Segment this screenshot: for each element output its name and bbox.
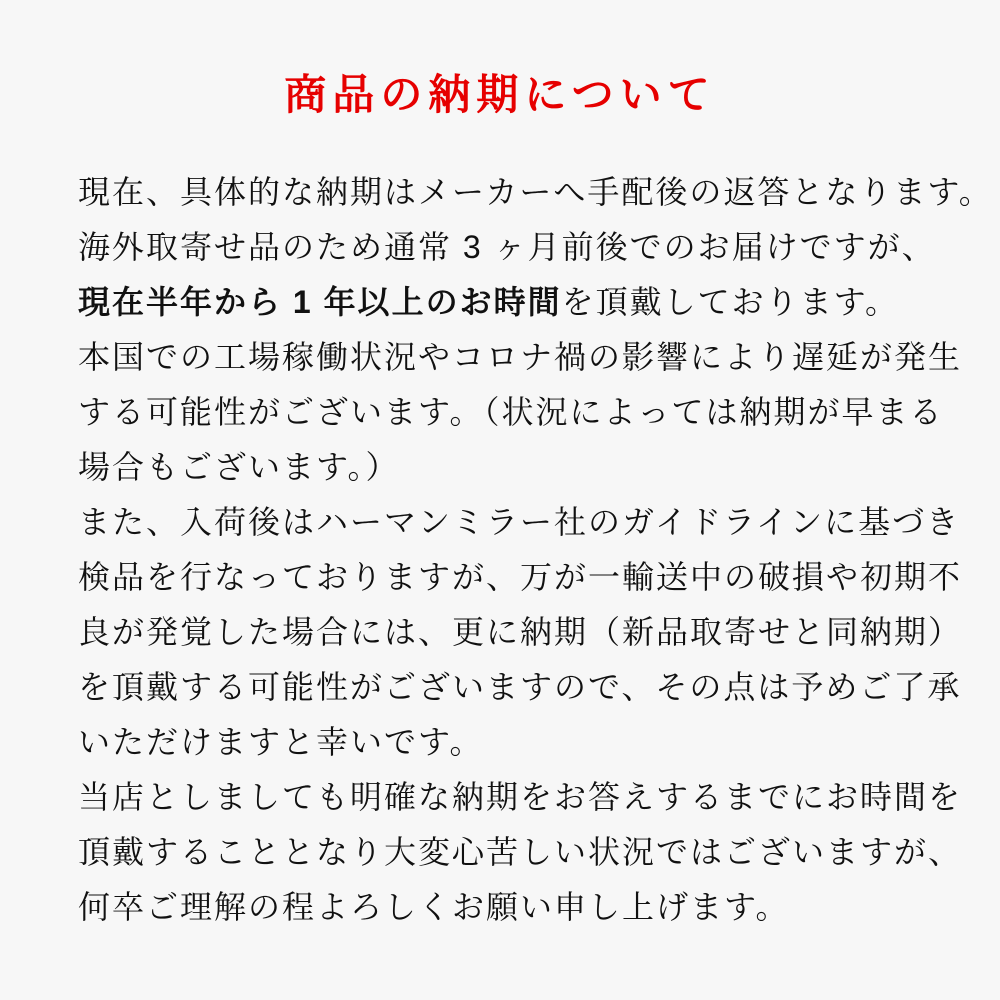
notice-line-text: 頂戴することとなり大変心苦しい状況ではございますが、 [78,834,963,870]
notice-line-text: 何卒ご理解の程よろしくお願い申し上げます。 [78,889,790,925]
notice-line-text: 場合もございます。） [78,449,400,485]
notice-line [78,330,963,385]
notice-line [78,440,940,495]
notice-line-text: 海外取寄せ品のため通常 3 ヶ月前後でのお届けですが、 [78,229,936,265]
notice-line-text: 当店としましても明確な納期をお答えするまでにお時間を [78,779,963,815]
notice-line-text: また、入荷後はハーマンミラー社のガイドラインに基づき [78,504,961,540]
notice-line [78,715,940,770]
notice-line-text: 本国での工場稼働状況やコロナ禍の影響により遅延が発生 [78,339,963,375]
notice-line [78,385,944,440]
notice-line [78,275,940,330]
notice-line [78,825,963,880]
notice-line [78,165,993,220]
notice-line [78,605,963,660]
notice-line [78,880,940,935]
notice-line [78,660,962,715]
notice-line-text: を頂戴しております。 [561,284,900,320]
notice-line-text: する可能性がございます。（状況によっては納期が早まる [78,394,944,430]
notice-line-text: 検品を行なっておりますが、万が一輸送中の破損や初期不 [78,559,963,595]
page-title: 商品の納期について [284,71,716,118]
notice-body [78,165,993,935]
notice-line-text: 良が発覚した場合には、更に納期（新品取寄せと同納期） [78,614,963,650]
notice-line [78,770,963,825]
notice-line-text: いただけますと幸いです。 [78,724,484,760]
notice-line-text: 現在、具体的な納期はメーカーへ手配後の返答となります。 [78,174,993,210]
notice-line [78,550,963,605]
notice-line-text: を頂戴する可能性がございますので、その点は予めご了承 [78,669,962,705]
notice-line-bold-text: 現在半年から 1 年以上のお時間 [78,284,562,320]
notice-line [78,495,961,550]
notice-line [78,220,940,275]
